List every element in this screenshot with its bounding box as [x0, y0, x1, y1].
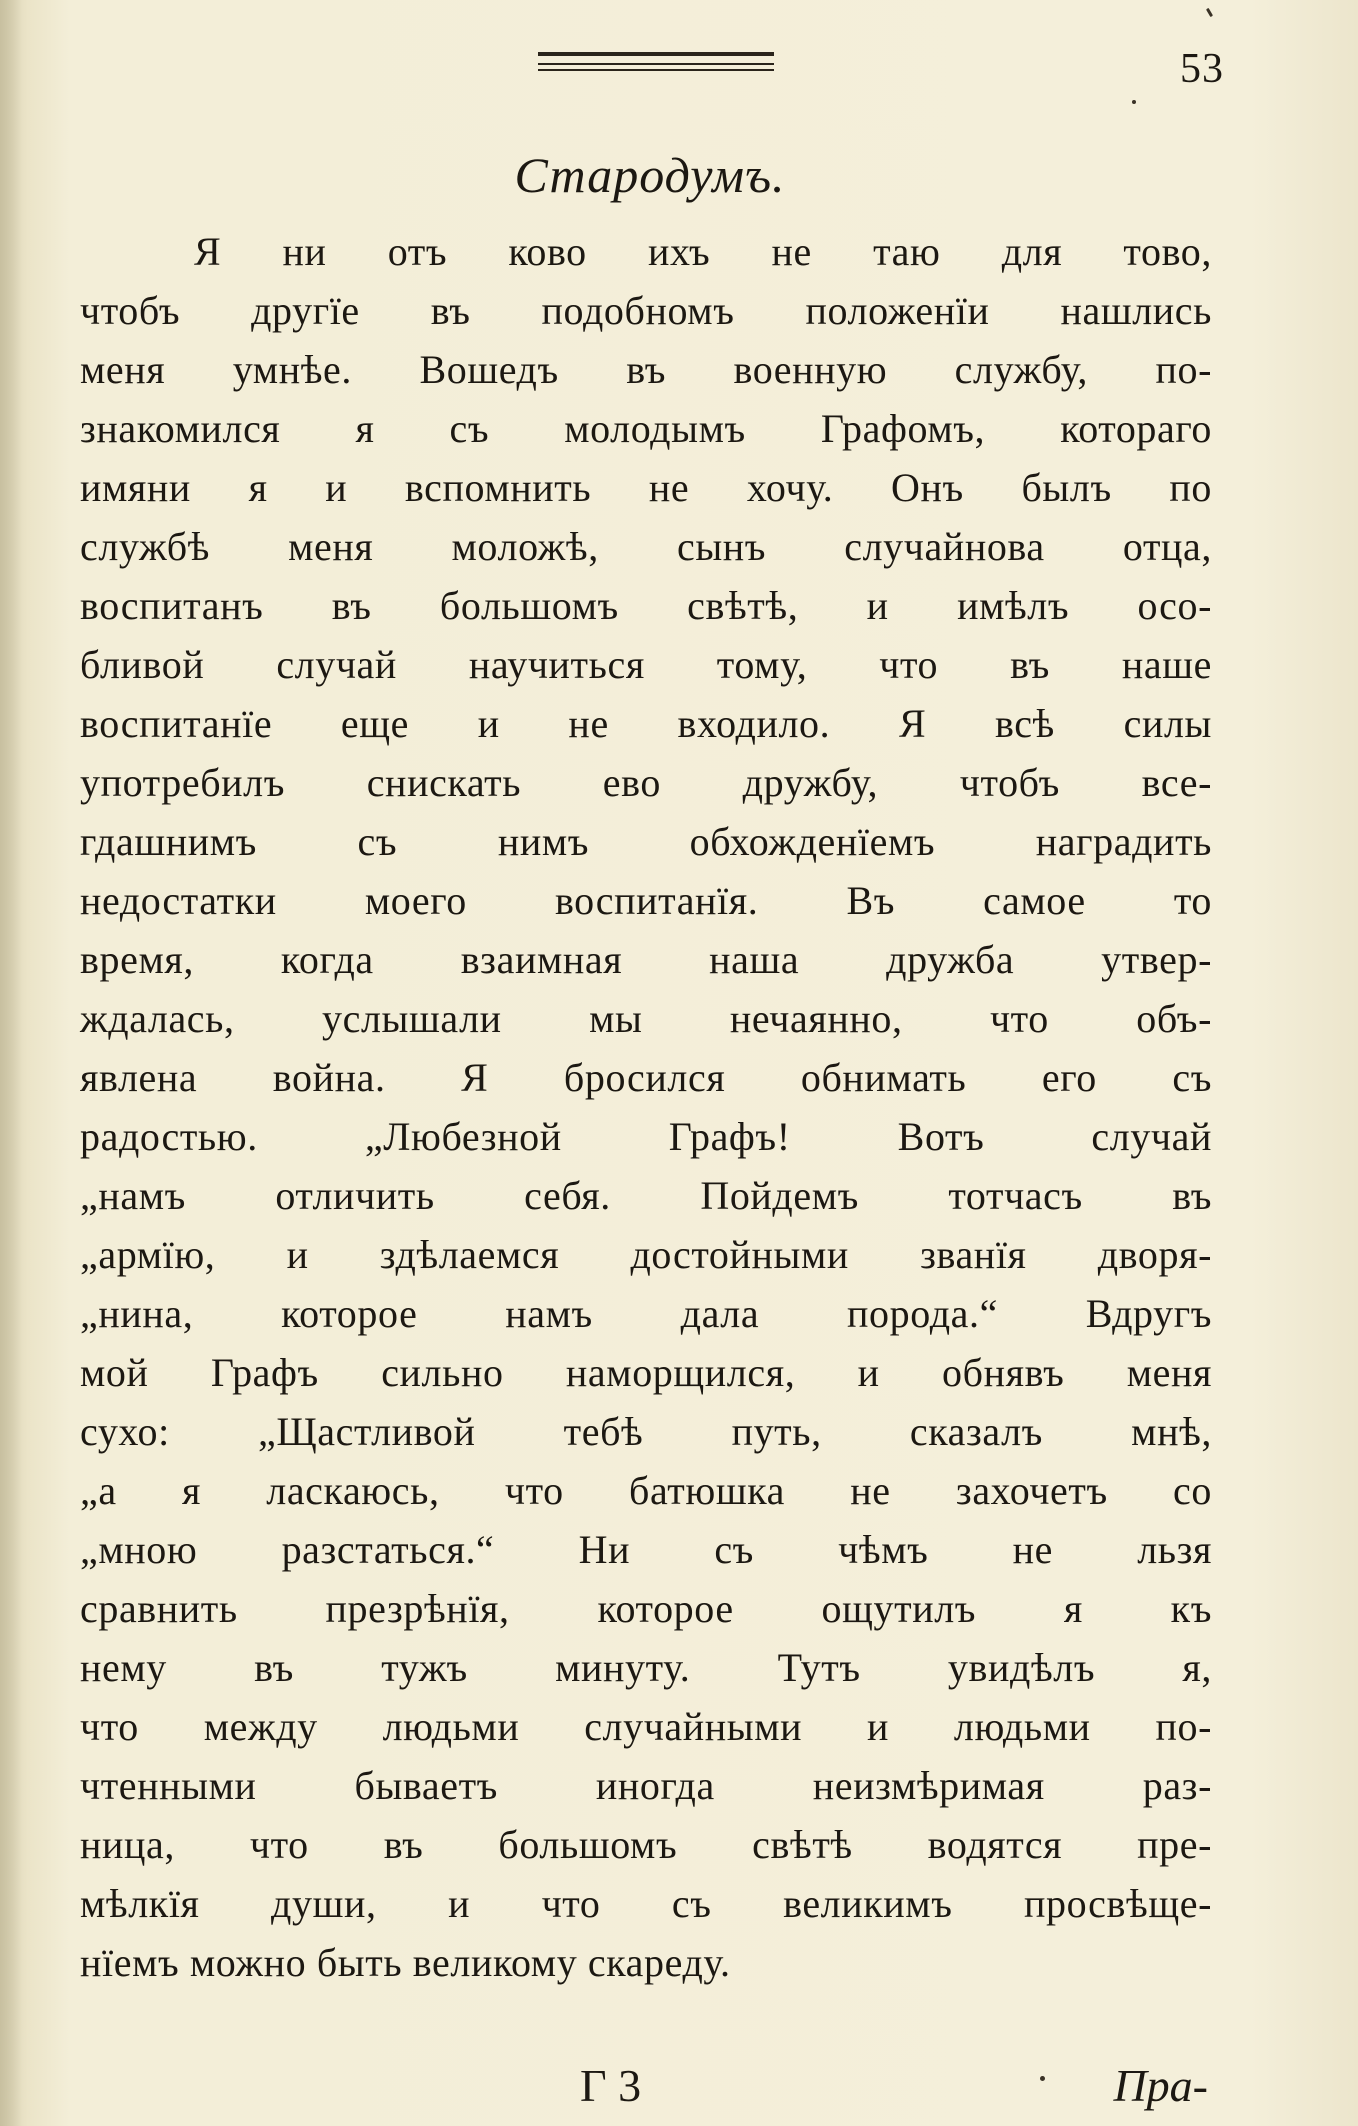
text-line: „намъ отличить себя. Пойдемъ тотчасъ въ — [80, 1173, 1212, 1218]
text-line: ница, что въ большомъ свѣтѣ водятся пре- — [80, 1822, 1212, 1867]
text-line: сравнить презрѣнїя, которое ощутилъ я къ — [80, 1586, 1212, 1631]
text-line: „армїю, и здѣлаемся достойными званїя дворя- — [80, 1232, 1212, 1277]
text-line: бливой случай научиться тому, что въ наше — [80, 642, 1212, 687]
text-line: службѣ меня моложѣ, сынъ случайнова отца, — [80, 524, 1212, 569]
text-line: время, когда взаимная наша дружба утвер- — [80, 937, 1212, 982]
ink-speck — [1132, 100, 1136, 104]
text-line: нїемъ можно быть великому скареду. — [80, 1940, 731, 1985]
text-line: Я ни отъ ково ихъ не таю для тово, — [194, 229, 1212, 274]
gutter-shadow — [0, 0, 22, 2126]
text-line: знакомился я съ молодымъ Графомъ, котораго — [80, 406, 1212, 451]
text-line: чтобъ другїе въ подобномъ положенїи нашлись — [80, 288, 1212, 333]
text-line: чтенными бываетъ иногда неизмѣримая раз- — [80, 1763, 1212, 1808]
catchword: Пра- — [1113, 2060, 1208, 2111]
ink-speck — [1206, 8, 1213, 17]
page-number: 53 — [1180, 46, 1224, 92]
text-line: имяни я и вспомнить не хочу. Онъ былъ по — [80, 465, 1212, 510]
text-line: нему въ тужъ минуту. Тутъ увидѣлъ я, — [80, 1645, 1212, 1690]
text-line: воспитанъ въ большомъ свѣтѣ, и имѣлъ осо- — [80, 583, 1212, 628]
text-line: сухо: „Щастливой тебѣ путь, сказалъ мнѣ, — [80, 1409, 1212, 1454]
text-line: воспитанїе еще и не входило. Я всѣ силы — [80, 701, 1212, 746]
text-line: гдашнимъ съ нимъ обхожденїемъ наградить — [80, 819, 1212, 864]
header-rule-thin — [538, 63, 774, 65]
header-rule-thin-lower — [538, 69, 774, 71]
text-line: мой Графъ сильно наморщился, и обнявъ меня — [80, 1350, 1212, 1395]
ink-speck — [1040, 2076, 1045, 2081]
text-line: „нина, которое намъ дала порода.“ Вдругъ — [80, 1291, 1212, 1336]
text-line: „мною разстаться.“ Ни съ чѣмъ не льзя — [80, 1527, 1212, 1572]
text-line: радостью. „Любезной Графъ! Вотъ случай — [80, 1114, 1212, 1159]
signature-mark: Г 3 — [580, 2060, 642, 2111]
speaker-name: Стародумъ. — [514, 147, 786, 203]
body-text — [80, 222, 1212, 1992]
text-line: ждалась, услышали мы нечаянно, что объ- — [80, 996, 1212, 1041]
header-rule-thick — [538, 52, 774, 56]
text-line: явлена война. Я бросился обнимать его съ — [80, 1055, 1212, 1100]
text-line: мѣлкїя души, и что съ великимъ просвѣще- — [80, 1881, 1212, 1926]
text-line: недостатки моего воспитанїя. Въ самое то — [80, 878, 1212, 923]
text-line: меня умнѣе. Вошедъ въ военную службу, по- — [80, 347, 1212, 392]
text-line: „а я ласкаюсь, что батюшка не захочетъ со — [80, 1468, 1212, 1513]
text-line: что между людьми случайными и людьми по- — [80, 1704, 1212, 1749]
text-line: употребилъ снискать ево дружбу, чтобъ все- — [80, 760, 1212, 805]
